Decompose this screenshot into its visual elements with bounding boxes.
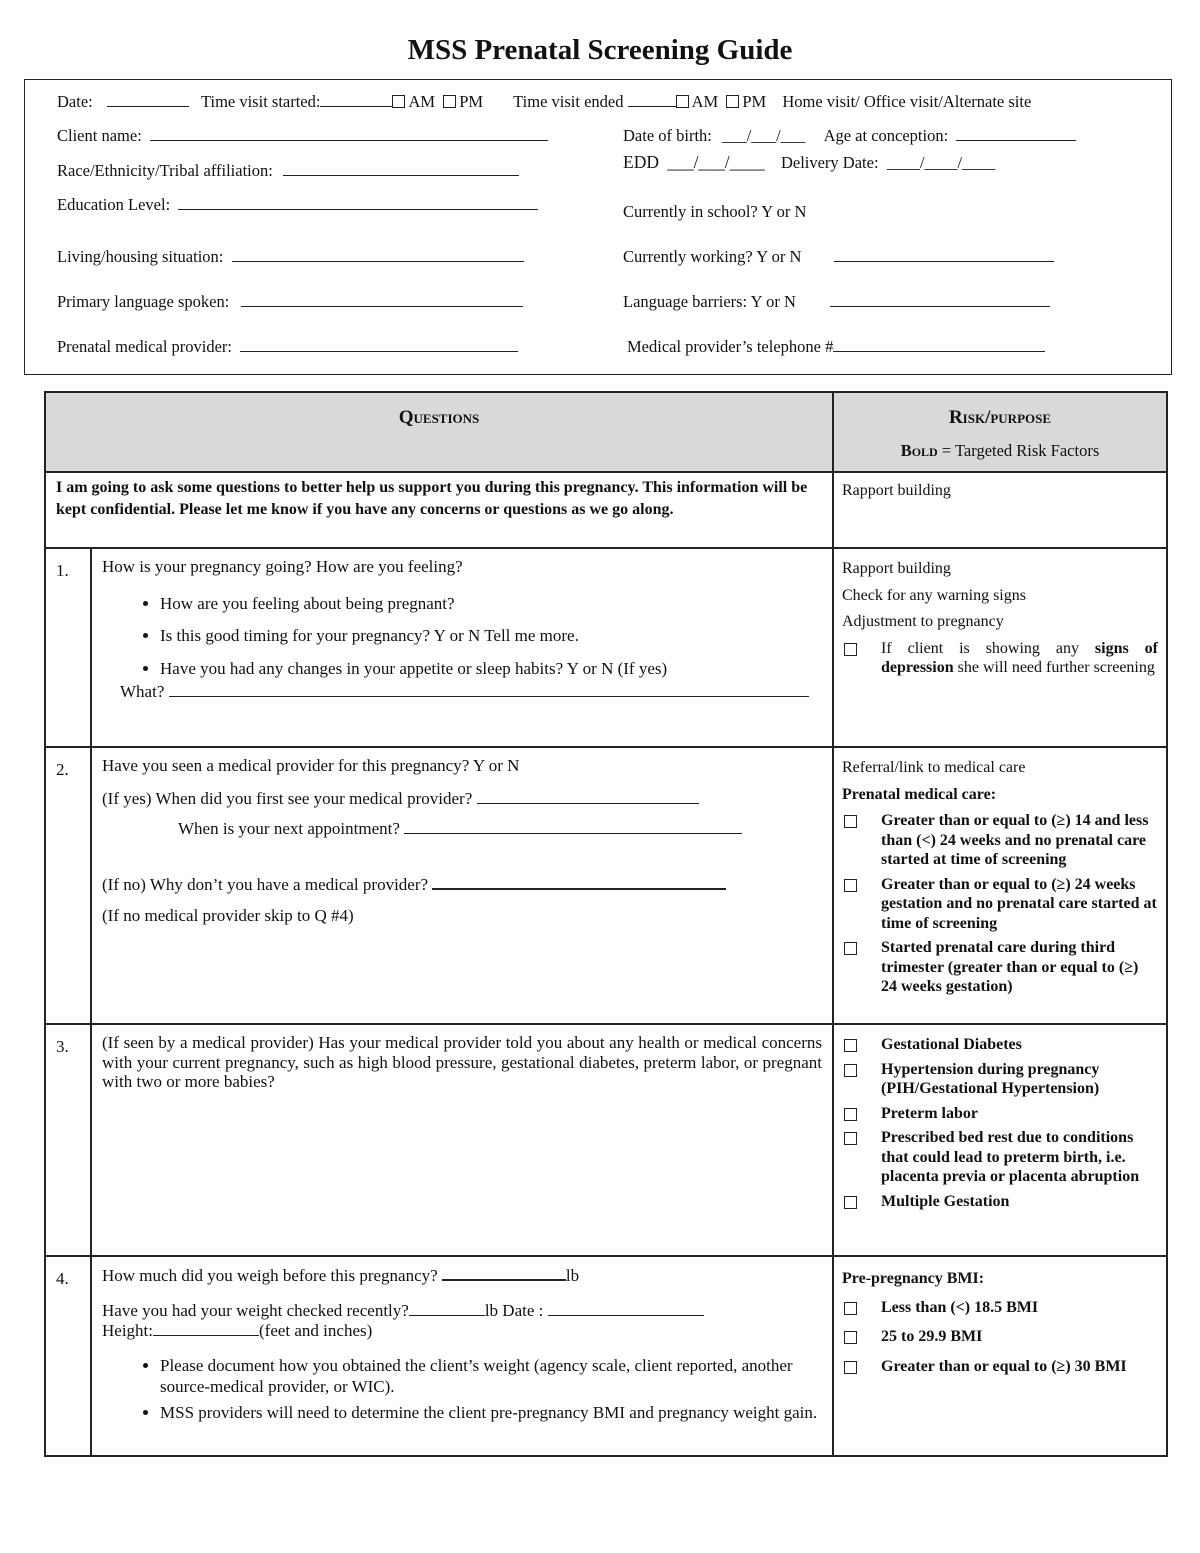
question-number-1: 1. bbox=[45, 548, 91, 747]
checkbox[interactable] bbox=[844, 1064, 857, 1077]
provider-phone-row bbox=[627, 337, 1045, 357]
weight-checked-label: Have you had your weight checked recently? bbox=[102, 1300, 409, 1320]
risk-purpose: Check for any warning signs bbox=[842, 586, 1026, 604]
pm-checkbox-end[interactable] bbox=[726, 95, 739, 108]
questions-header bbox=[45, 392, 833, 472]
time-started-field[interactable] bbox=[320, 94, 392, 107]
risk-3-cell bbox=[833, 1024, 1167, 1256]
provider-phone-label: Medical provider’s telephone # bbox=[627, 337, 834, 356]
weigh-before-label: How much did you weigh before this pregnancy? bbox=[102, 1266, 438, 1285]
risk-item-text: Multiple Gestation bbox=[881, 1192, 1010, 1210]
checkbox[interactable] bbox=[844, 942, 857, 955]
weigh-before-field[interactable] bbox=[442, 1265, 566, 1281]
checkbox[interactable] bbox=[844, 815, 857, 828]
intro-text: I am going to ask some questions to better help us support you during this pregnancy. This information will be kept confidential. Please let me know if you have any concerns or questions as we go along. bbox=[45, 472, 833, 548]
checkbox[interactable] bbox=[844, 1331, 857, 1344]
lb-date-label: lb Date : bbox=[484, 1300, 544, 1320]
client-name-field[interactable] bbox=[150, 128, 548, 141]
questions-header-text: Questions bbox=[398, 407, 480, 428]
edd-label: EDD bbox=[623, 152, 659, 172]
risk-checkbox-item[interactable] bbox=[842, 875, 1158, 934]
risk-checkbox-item[interactable] bbox=[842, 1327, 1158, 1347]
risk-purpose: Rapport building bbox=[842, 560, 951, 577]
risk-checkbox-item[interactable] bbox=[842, 639, 1158, 678]
weight-checked-row bbox=[102, 1301, 822, 1322]
question-4-bullets bbox=[102, 1356, 822, 1423]
question-3-text: (If seen by a medical provider) Has your medical provider told you about any health or medical concerns with your current pregnancy, such as high blood pressure, gestational diabetes, preterm labor, or pregnant with two or more babies? bbox=[91, 1024, 833, 1256]
weight-date-field[interactable] bbox=[548, 1301, 704, 1316]
race-label: Race/Ethnicity/Tribal affiliation: bbox=[57, 161, 273, 180]
client-name-row bbox=[57, 126, 548, 146]
checkbox[interactable] bbox=[844, 1196, 857, 1209]
risk-2-cell bbox=[833, 747, 1167, 1024]
question-number-4: 4. bbox=[45, 1256, 91, 1456]
school-label[interactable]: Currently in school? Y or N bbox=[623, 202, 807, 221]
age-field[interactable] bbox=[956, 128, 1076, 141]
edd-row bbox=[623, 152, 995, 173]
question-4-cell bbox=[91, 1256, 833, 1456]
age-label: Age at conception: bbox=[823, 126, 949, 145]
risk-item-text bbox=[881, 938, 1158, 997]
what-row bbox=[102, 682, 822, 703]
what-label: What? bbox=[120, 681, 165, 701]
intro-risk: Rapport building bbox=[833, 472, 1167, 548]
risk-item-text: Greater than or equal to (≥) 14 and less than (<) 24 weeks and no prenatal care started at time of screening bbox=[881, 812, 1149, 869]
dob-label: Date of birth: bbox=[623, 126, 712, 145]
language-row bbox=[57, 292, 523, 312]
height-field[interactable] bbox=[153, 1321, 259, 1336]
first-see-field[interactable] bbox=[477, 789, 699, 804]
risk-text-bold: signs of depression bbox=[881, 639, 1158, 677]
first-see-label: (If yes) When did you first see your medical provider? bbox=[102, 788, 473, 808]
height-label: Height: bbox=[102, 1321, 153, 1341]
bold-key: Bold bbox=[900, 441, 938, 460]
next-appt-label: When is your next appointment? bbox=[178, 819, 400, 839]
language-label: Primary language spoken: bbox=[57, 292, 230, 311]
checkbox[interactable] bbox=[844, 643, 857, 656]
delivery-date-field[interactable]: ____/____/____ bbox=[886, 153, 996, 172]
barriers-row bbox=[623, 292, 1050, 312]
working-field[interactable] bbox=[834, 249, 1054, 262]
question-row-2 bbox=[45, 747, 1167, 1024]
checkbox[interactable] bbox=[844, 1039, 857, 1052]
list-item: • Please document how you obtained the client’s weight (agency scale, client reported, another source-medical provider, or WIC). bbox=[160, 1356, 822, 1397]
list-item[interactable]: • Is this good timing for your pregnancy? Y or N Tell me more. bbox=[160, 626, 822, 647]
time-ended-label: Time visit ended bbox=[513, 92, 624, 111]
time-ended-field[interactable] bbox=[628, 94, 676, 107]
working-label[interactable]: Currently working? Y or N bbox=[623, 247, 802, 266]
risk-4-cell bbox=[833, 1256, 1167, 1456]
question-2-text: Have you seen a medical provider for this pregnancy? Y or N bbox=[102, 756, 520, 775]
barriers-label[interactable]: Language barriers: Y or N bbox=[623, 292, 796, 311]
provider-label: Prenatal medical provider: bbox=[57, 337, 233, 356]
provider-phone-field[interactable] bbox=[833, 339, 1045, 352]
client-name-label: Client name: bbox=[57, 126, 142, 145]
question-1-bullets bbox=[102, 594, 822, 680]
question-1-cell bbox=[91, 548, 833, 747]
dob-field[interactable]: ___/___/___ bbox=[722, 126, 806, 145]
risk-item-text: Greater than or equal to (≥) 30 BMI bbox=[881, 1357, 1127, 1375]
checkbox[interactable] bbox=[844, 879, 857, 892]
risk-purpose: Referral/link to medical care bbox=[842, 759, 1026, 776]
education-row bbox=[57, 195, 538, 215]
risk-checkbox-item[interactable] bbox=[842, 1060, 1158, 1099]
risk-text-bold: Started prenatal care during third trimester bbox=[881, 939, 1116, 976]
risk-item-text: 25 to 29.9 BMI bbox=[881, 1328, 983, 1346]
risk-text-rest: (greater than or equal to (≥) 24 weeks gestation) bbox=[881, 958, 1139, 996]
risk-item-text bbox=[881, 639, 1158, 678]
language-field[interactable] bbox=[241, 294, 523, 307]
question-row-3 bbox=[45, 1024, 1167, 1256]
delivery-date-label: Delivery Date: bbox=[780, 153, 879, 172]
lb-unit: lb bbox=[565, 1266, 580, 1285]
provider-field[interactable] bbox=[240, 339, 518, 352]
am-label-end: AM bbox=[691, 92, 719, 111]
risk-heading: Prenatal medical care: bbox=[842, 785, 997, 803]
risk-subheader-rest: = Targeted Risk Factors bbox=[937, 441, 1100, 460]
skip-instruction: (If no medical provider skip to Q #4) bbox=[102, 905, 354, 925]
living-field[interactable] bbox=[232, 249, 524, 262]
risk-checkbox-item[interactable] bbox=[842, 1192, 1158, 1212]
checkbox[interactable] bbox=[844, 1132, 857, 1145]
question-row-1 bbox=[45, 548, 1167, 747]
list-item: • How are you feeling about being pregnant? bbox=[160, 594, 822, 615]
risk-checkbox-item[interactable] bbox=[842, 938, 1158, 997]
client-info-box bbox=[24, 79, 1172, 375]
question-1-text: How is your pregnancy going? How are you feeling? bbox=[102, 557, 463, 576]
page-title: MSS Prenatal Screening Guide bbox=[407, 34, 793, 66]
risk-checkbox-item[interactable] bbox=[842, 1357, 1158, 1377]
risk-heading: Pre-pregnancy BMI: bbox=[842, 1270, 985, 1287]
dob-row bbox=[623, 126, 1076, 146]
screening-table bbox=[44, 391, 1168, 1457]
feet-inches-label: (feet and inches) bbox=[259, 1321, 373, 1341]
checkbox[interactable] bbox=[844, 1361, 857, 1374]
risk-checkbox-item[interactable] bbox=[842, 1035, 1158, 1055]
what-field[interactable] bbox=[169, 682, 809, 697]
weigh-before-row bbox=[102, 1265, 822, 1287]
date-field[interactable] bbox=[107, 94, 189, 107]
race-row bbox=[57, 161, 519, 181]
risk-header bbox=[833, 392, 1167, 472]
question-number-3: 3. bbox=[45, 1024, 91, 1256]
list-item[interactable]: • Have you had any changes in your appetite or sleep habits? Y or N (If yes) bbox=[160, 659, 822, 680]
am-checkbox-end[interactable] bbox=[676, 95, 689, 108]
why-not-label: (If no) Why don’t you have a medical provider? bbox=[102, 875, 429, 895]
am-label-start: AM bbox=[408, 92, 436, 111]
weight-checked-field[interactable] bbox=[409, 1301, 485, 1316]
checkbox[interactable] bbox=[844, 1108, 857, 1121]
checkbox[interactable] bbox=[844, 1302, 857, 1315]
risk-subheader bbox=[834, 441, 1166, 461]
risk-checkbox-item[interactable] bbox=[842, 1128, 1158, 1187]
risk-item-text: Greater than or equal to (≥) 24 weeks gestation and no prenatal care started at time of screening bbox=[881, 875, 1157, 932]
risk-text-pre: If client is showing any bbox=[881, 639, 1095, 657]
next-appt-row bbox=[102, 819, 822, 840]
provider-row bbox=[57, 337, 518, 357]
next-appt-field[interactable] bbox=[404, 819, 742, 834]
race-field[interactable] bbox=[283, 163, 519, 176]
intro-row bbox=[45, 472, 1167, 548]
school-row bbox=[623, 202, 806, 222]
risk-checkbox-item[interactable] bbox=[842, 811, 1158, 870]
risk-checkbox-item[interactable] bbox=[842, 1104, 1158, 1124]
education-field[interactable] bbox=[178, 197, 538, 210]
risk-header-text: Risk/purpose bbox=[948, 407, 1052, 428]
am-checkbox-start[interactable] bbox=[392, 95, 405, 108]
barriers-field[interactable] bbox=[830, 294, 1050, 307]
pm-label-start: PM bbox=[459, 92, 484, 111]
living-label: Living/housing situation: bbox=[57, 247, 224, 266]
risk-text-post: she will need further screening bbox=[953, 659, 1155, 677]
risk-purpose: Adjustment to pregnancy bbox=[842, 613, 1004, 631]
visit-type-label: Home visit/ Office visit/Alternate site bbox=[782, 92, 1032, 111]
list-item: • MSS providers will need to determine the client pre-pregnancy BMI and pregnancy weight gain. bbox=[160, 1403, 822, 1423]
working-row bbox=[623, 247, 1054, 267]
risk-item-text: Less than (<) 18.5 BMI bbox=[881, 1298, 1039, 1316]
risk-checkbox-item[interactable] bbox=[842, 1298, 1158, 1318]
why-not-row bbox=[102, 874, 822, 896]
living-row bbox=[57, 247, 524, 267]
visit-date-row bbox=[57, 92, 1031, 112]
date-label: Date: bbox=[57, 92, 93, 111]
first-see-row bbox=[102, 789, 822, 810]
edd-field[interactable]: ___/___/____ bbox=[667, 152, 765, 172]
risk-item-text: Gestational Diabetes bbox=[881, 1036, 1022, 1053]
risk-item-text: Preterm labor bbox=[881, 1104, 978, 1122]
time-started-label: Time visit started: bbox=[200, 92, 321, 111]
risk-1-cell bbox=[833, 548, 1167, 747]
table-header-row bbox=[45, 392, 1167, 472]
height-row bbox=[102, 1321, 822, 1342]
education-label: Education Level: bbox=[57, 195, 171, 214]
question-row-4 bbox=[45, 1256, 1167, 1456]
why-not-field[interactable] bbox=[432, 874, 726, 890]
pm-checkbox-start[interactable] bbox=[443, 95, 456, 108]
pm-label-end: PM bbox=[742, 92, 767, 111]
question-number-2: 2. bbox=[45, 747, 91, 1024]
risk-item-text: Prescribed bed rest due to conditions that could lead to preterm birth, i.e. placenta previa or placenta abruption bbox=[881, 1129, 1140, 1186]
risk-item-text: Hypertension during pregnancy (PIH/Gestational Hypertension) bbox=[881, 1060, 1100, 1098]
question-2-cell bbox=[91, 747, 833, 1024]
